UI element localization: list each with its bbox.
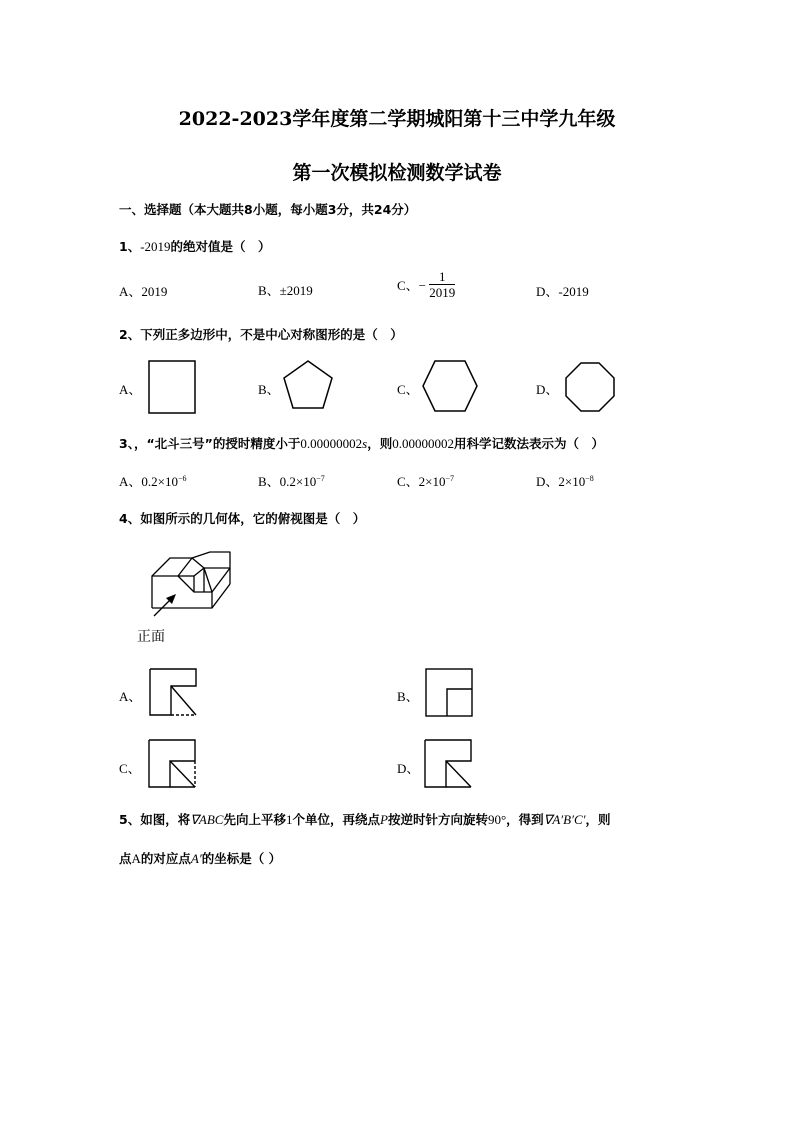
q2-option-a-label[interactable]: A、 [119, 382, 142, 397]
q4-option-d-label[interactable]: D、 [397, 761, 420, 776]
question-text: 5、如图，将 [119, 812, 191, 827]
question-text: 按逆时针方向旋转 [387, 812, 488, 827]
q1-option-c[interactable] [397, 269, 455, 300]
math-value: 0.00000002 [300, 436, 363, 451]
angle-value: 90° [487, 812, 507, 827]
q3-option-d[interactable] [536, 471, 594, 490]
math-value: 1 [285, 812, 293, 827]
unit: s [362, 436, 368, 451]
octagon-figure [563, 360, 617, 414]
fraction-denominator: 2019 [429, 285, 456, 300]
question-text: 用科学记数法表示为（ ） [453, 436, 604, 451]
question-5-stem-line2 [119, 849, 281, 867]
q1-option-d[interactable]: D、-2019 [536, 284, 589, 299]
q2-option-d-label[interactable]: D、 [536, 382, 559, 397]
point-a: A [131, 851, 141, 866]
option-text: D、2×10 [536, 474, 586, 489]
question-text: 点 [119, 851, 132, 866]
q3-option-c[interactable] [397, 471, 454, 490]
exponent: −8 [585, 474, 594, 483]
q1-option-a[interactable]: A、2019 [119, 284, 168, 299]
q4-option-c-label[interactable]: C、 [119, 761, 141, 776]
arrow-icon [150, 590, 180, 620]
q4-option-a-label[interactable]: A、 [119, 689, 142, 704]
q2-option-c-label[interactable]: C、 [397, 382, 419, 397]
question-number: 1、 [119, 239, 141, 254]
exponent: −7 [445, 474, 455, 483]
q4-option-b-label[interactable]: B、 [397, 689, 419, 704]
math-value: 0.00000002 [392, 436, 454, 451]
question-5-stem-line1 [119, 810, 610, 828]
option-a-view-figure [147, 666, 201, 720]
question-text: 3、，“北斗三号”的授时精度小于 [119, 436, 301, 451]
question-text: 先向上平移 [223, 812, 286, 827]
point-a-prime: A′ [190, 851, 202, 866]
triangle-abc: ∇ABC [190, 812, 224, 827]
option-text: B、0.2×10 [258, 474, 317, 489]
question-text: ，则 [367, 436, 393, 451]
q2-option-b-label[interactable]: B、 [258, 382, 280, 397]
option-c-prefix: C、− [397, 278, 427, 293]
front-face-label: 正面 [137, 629, 165, 645]
option-d-view-figure [422, 737, 476, 791]
q1-option-b[interactable]: B、±2019 [258, 283, 313, 298]
question-text: ，得到 [506, 812, 544, 827]
question-3-stem [119, 434, 604, 452]
fraction [429, 269, 455, 300]
question-text: 的绝对值是（ ） [170, 239, 271, 254]
section-heading: 一、选择题（本大题共8小题，每小题3分，共24分） [119, 202, 417, 217]
question-text: 的对应点 [140, 851, 191, 866]
question-4-stem: 4、如图所示的几何体，它的俯视图是（ ） [119, 511, 366, 526]
exponent: −6 [177, 474, 187, 483]
q3-option-a[interactable] [119, 471, 187, 490]
question-2-stem: 2、下列正多边形中，不是中心对称图形的是（ ） [119, 327, 403, 342]
pentagon-figure [280, 358, 336, 414]
option-text: C、2×10 [397, 474, 446, 489]
q3-option-b[interactable] [258, 471, 325, 490]
square-figure [146, 358, 198, 416]
option-text: A、0.2×10 [119, 474, 178, 489]
question-1-stem [119, 237, 271, 255]
triangle-a-prime: ∇A′B′C′ [543, 812, 586, 827]
question-text: ，则 [585, 812, 611, 827]
hexagon-figure [420, 358, 480, 414]
page-title-line2: 第一次模拟检测数学试卷 [292, 162, 502, 184]
question-text: 的坐标是（ ） [201, 851, 282, 866]
exponent: −7 [316, 474, 325, 483]
question-text: 个单位，再绕点 [292, 812, 380, 827]
page-title-line1: 2022-2023学年度第二学期城阳第十三中学九年级 [178, 108, 616, 130]
math-value: -2019 [140, 239, 171, 254]
point-p: P [379, 812, 388, 827]
fraction-numerator: 1 [429, 269, 455, 285]
option-b-view-figure [423, 666, 477, 720]
option-c-view-figure [146, 737, 200, 791]
